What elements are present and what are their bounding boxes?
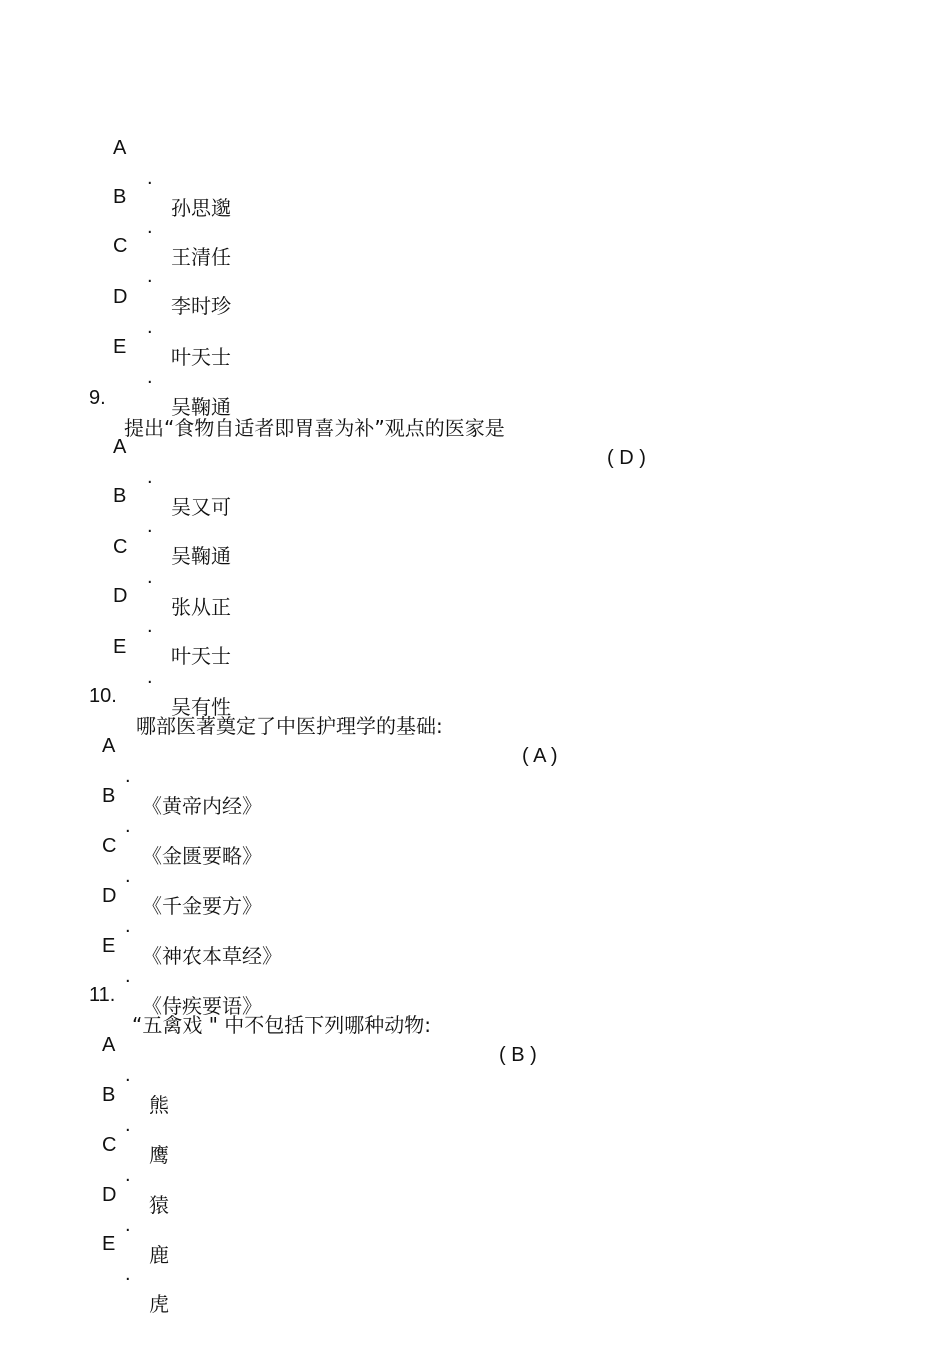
option-text: 吴又可 <box>171 495 231 519</box>
option-a <box>113 103 413 220</box>
option-text: 虎 <box>149 1292 169 1316</box>
option-d <box>102 1150 402 1267</box>
option-letter: E <box>113 336 127 358</box>
option-text: 《侍疾要语》 <box>142 994 262 1018</box>
option-text: 《神农本草经》 <box>142 944 282 968</box>
option-text: 熊 <box>149 1093 169 1117</box>
option-text: 猿 <box>149 1193 169 1217</box>
option-text: 鹰 <box>149 1143 169 1167</box>
option-dot: . <box>125 965 131 987</box>
option-c <box>102 1100 402 1217</box>
option-dot: . <box>125 1164 131 1186</box>
option-text: 鹿 <box>149 1243 169 1267</box>
option-letter: E <box>113 636 127 658</box>
option-a <box>113 402 413 519</box>
option-dot: . <box>125 1214 131 1236</box>
option-dot: . <box>147 615 153 637</box>
option-e <box>102 1199 402 1316</box>
option-text: 《金匮要略》 <box>142 844 262 868</box>
option-dot: . <box>147 666 153 688</box>
option-letter: E <box>102 935 116 957</box>
option-dot: . <box>125 1263 131 1285</box>
option-letter: B <box>102 1084 116 1106</box>
option-dot: . <box>125 915 131 937</box>
option-dot: . <box>125 1114 131 1136</box>
option-b <box>102 1050 402 1167</box>
option-dot: . <box>125 1064 131 1086</box>
option-text: 李时珍 <box>171 294 231 318</box>
answer-key: ( A ) <box>522 745 558 767</box>
option-text: 吴鞠通 <box>171 395 231 419</box>
option-text: 孙思邈 <box>171 196 231 220</box>
option-dot: . <box>147 167 153 189</box>
option-letter: C <box>113 235 128 257</box>
question-text: 提出“食物自适者即胃喜为补”观点的医家是 <box>124 416 505 440</box>
option-text: 《黄帝内经》 <box>142 794 262 818</box>
question-number: 10. <box>89 685 117 707</box>
option-dot: . <box>147 316 153 338</box>
question-number: 9. <box>89 387 106 409</box>
option-letter: E <box>102 1233 116 1255</box>
option-letter: B <box>113 186 127 208</box>
option-text: 王清任 <box>171 245 231 269</box>
option-letter: A <box>113 436 127 458</box>
option-a <box>102 701 402 818</box>
option-letter: A <box>102 735 116 757</box>
option-letter: A <box>102 1034 116 1056</box>
option-dot: . <box>125 815 131 837</box>
option-a <box>102 1000 402 1117</box>
option-text: 《千金要方》 <box>142 894 262 918</box>
option-text: 张从正 <box>171 595 231 619</box>
option-letter: A <box>113 137 127 159</box>
option-dot: . <box>147 366 153 388</box>
answer-key: ( D ) <box>607 447 646 469</box>
option-letter: C <box>102 835 117 857</box>
option-dot: . <box>147 216 153 238</box>
option-text: 叶天士 <box>171 345 231 369</box>
answer-key: ( B ) <box>499 1044 537 1066</box>
option-dot: . <box>125 765 131 787</box>
option-letter: D <box>113 286 128 308</box>
question-text: 哪部医著奠定了中医护理学的基础: <box>136 714 443 738</box>
option-letter: D <box>102 885 117 907</box>
option-letter: D <box>102 1184 117 1206</box>
option-letter: D <box>113 585 128 607</box>
option-letter: B <box>113 485 127 507</box>
option-letter: C <box>113 536 128 558</box>
option-dot: . <box>147 466 153 488</box>
option-dot: . <box>147 265 153 287</box>
option-letter: B <box>102 785 116 807</box>
option-letter: C <box>102 1134 117 1156</box>
option-text: 吴鞠通 <box>171 544 231 568</box>
option-text: 吴有性 <box>171 695 231 719</box>
option-dot: . <box>147 515 153 537</box>
question-number: 11. <box>89 984 116 1006</box>
option-dot: . <box>125 865 131 887</box>
question-text: “五禽戏 " 中不包括下列哪种动物: <box>132 1013 432 1037</box>
option-dot: . <box>147 566 153 588</box>
option-text: 叶天士 <box>171 644 231 668</box>
